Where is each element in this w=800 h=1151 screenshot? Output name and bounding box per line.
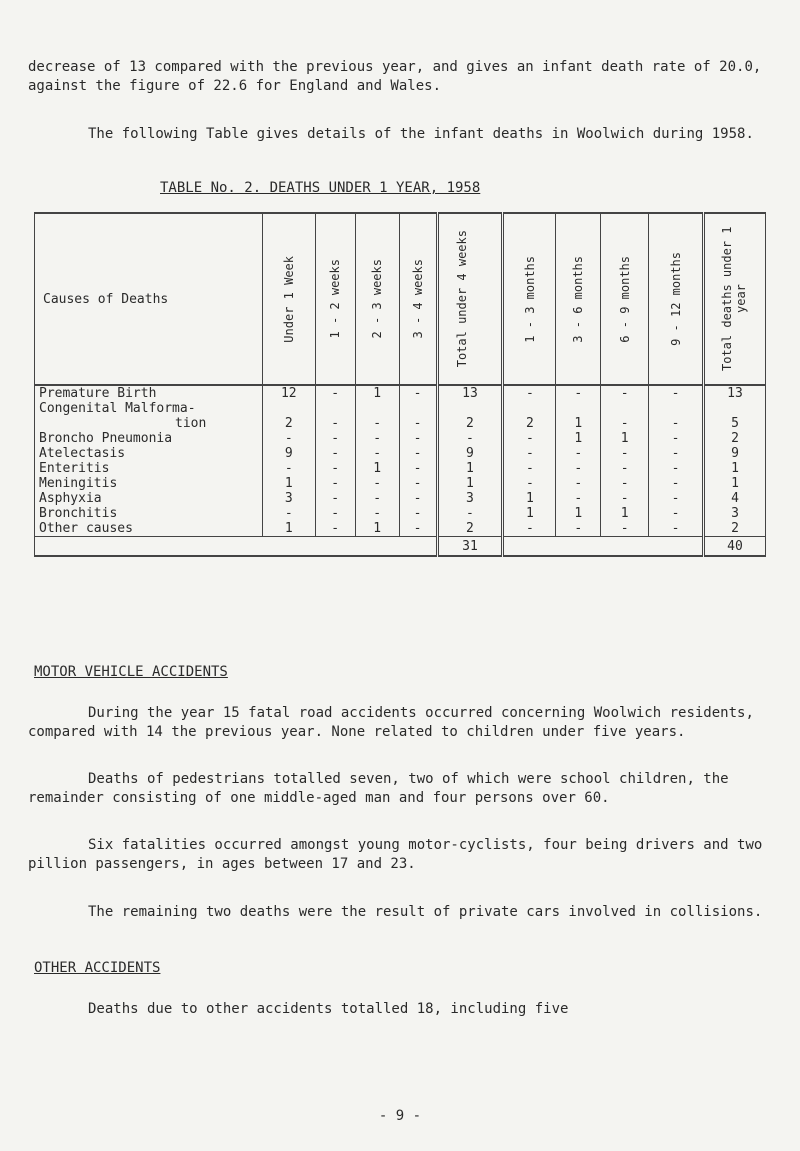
- value-cell: 3: [437, 491, 503, 506]
- value-cell: 5: [704, 416, 766, 431]
- value-cell: [649, 401, 704, 416]
- value-cell: -: [556, 385, 601, 401]
- other-heading: OTHER ACCIDENTS: [34, 960, 161, 976]
- value-cell: -: [437, 506, 503, 521]
- intro-paragraph-2: The following Table gives details of the infant deaths in Woolwich during 1958.: [88, 126, 754, 142]
- value-cell: 13: [437, 385, 503, 401]
- value-cell: -: [601, 521, 649, 537]
- value-cell: -: [601, 446, 649, 461]
- table-row: [35, 521, 766, 537]
- infant-deaths-table: [34, 212, 766, 557]
- header-2-3-weeks: 2 - 3 weeks: [370, 259, 385, 339]
- value-cell: 9: [262, 446, 315, 461]
- value-cell: [704, 401, 766, 416]
- value-cell: -: [556, 491, 601, 506]
- motor-paragraph-2: Deaths of pedestrians totalled seven, two of which were school children, the remainder consisting of one middle-aged man and four persons over 60.: [28, 771, 729, 806]
- intro-paragraph-1: decrease of 13 compared with the previous year, and gives an infant death rate of 20.0, against the figure of 22.6 for England and Wales.: [28, 59, 762, 94]
- value-cell: -: [649, 491, 704, 506]
- value-cell: 2: [437, 521, 503, 537]
- value-cell: 3: [704, 506, 766, 521]
- value-cell: 1: [503, 491, 556, 506]
- value-cell: -: [649, 476, 704, 491]
- value-cell: -: [649, 385, 704, 401]
- value-cell: -: [262, 506, 315, 521]
- value-cell: 1: [355, 385, 399, 401]
- value-cell: -: [503, 461, 556, 476]
- value-cell: -: [601, 476, 649, 491]
- table-row: [35, 416, 766, 431]
- value-cell: -: [315, 521, 355, 537]
- value-cell: -: [315, 491, 355, 506]
- motor-paragraph-1: During the year 15 fatal road accidents occurred concerning Woolwich residents, compared with 14 the previous year. None related to children under five years.: [28, 705, 754, 740]
- value-cell: -: [399, 461, 437, 476]
- value-cell: 1: [262, 476, 315, 491]
- value-cell: 1: [601, 431, 649, 446]
- value-cell: -: [399, 476, 437, 491]
- value-cell: [556, 401, 601, 416]
- value-cell: -: [649, 416, 704, 431]
- value-cell: -: [649, 521, 704, 537]
- value-cell: 3: [262, 491, 315, 506]
- value-cell: -: [315, 476, 355, 491]
- value-cell: -: [503, 385, 556, 401]
- header-causes: Causes of Deaths: [35, 213, 263, 385]
- header-1-3-months: 1 - 3 months: [522, 255, 537, 343]
- value-cell: -: [503, 431, 556, 446]
- value-cell: -: [649, 506, 704, 521]
- value-cell: 1: [704, 461, 766, 476]
- cause-cell: Asphyxia: [35, 491, 263, 506]
- value-cell: -: [503, 446, 556, 461]
- header-9-12-months: 9 - 12 months: [668, 252, 683, 346]
- value-cell: -: [399, 431, 437, 446]
- total-under-4-weeks: 31: [437, 537, 503, 557]
- value-cell: -: [355, 476, 399, 491]
- cause-cell: Enteritis: [35, 461, 263, 476]
- table-row: [35, 385, 766, 401]
- header-total-under-1-year: Total deaths under 1 year: [720, 226, 748, 372]
- value-cell: 1: [503, 506, 556, 521]
- value-cell: -: [399, 491, 437, 506]
- value-cell: -: [262, 461, 315, 476]
- value-cell: 1: [704, 476, 766, 491]
- value-cell: -: [315, 506, 355, 521]
- value-cell: -: [503, 476, 556, 491]
- value-cell: -: [556, 476, 601, 491]
- value-cell: [315, 401, 355, 416]
- value-cell: -: [556, 521, 601, 537]
- table-row: [35, 506, 766, 521]
- table-row: [35, 461, 766, 476]
- value-cell: -: [649, 461, 704, 476]
- value-cell: -: [649, 431, 704, 446]
- value-cell: [437, 401, 503, 416]
- value-cell: -: [503, 521, 556, 537]
- value-cell: 1: [556, 431, 601, 446]
- header-6-9-months: 6 - 9 months: [617, 255, 632, 343]
- value-cell: -: [601, 491, 649, 506]
- page-number: - 9 -: [378, 1108, 422, 1124]
- value-cell: -: [315, 431, 355, 446]
- value-cell: 2: [437, 416, 503, 431]
- value-cell: -: [355, 416, 399, 431]
- value-cell: [262, 401, 315, 416]
- value-cell: 1: [556, 506, 601, 521]
- header-3-4-weeks: 3 - 4 weeks: [410, 259, 425, 339]
- value-cell: -: [355, 431, 399, 446]
- table-row: [35, 401, 766, 416]
- motor-heading: MOTOR VEHICLE ACCIDENTS: [34, 664, 228, 680]
- value-cell: -: [315, 461, 355, 476]
- table-row: [35, 446, 766, 461]
- value-cell: -: [399, 506, 437, 521]
- header-3-6-months: 3 - 6 months: [571, 255, 586, 343]
- motor-paragraph-3: Six fatalities occurred amongst young motor-cyclists, four being drivers and two pillion passengers, in ages between 17 and 23.: [28, 837, 763, 872]
- value-cell: -: [399, 416, 437, 431]
- cause-cell: Meningitis: [35, 476, 263, 491]
- table-row: [35, 476, 766, 491]
- value-cell: -: [399, 521, 437, 537]
- value-cell: -: [399, 446, 437, 461]
- value-cell: -: [601, 416, 649, 431]
- table-title: TABLE No. 2. DEATHS UNDER 1 YEAR, 1958: [160, 180, 481, 196]
- totals-row: [35, 537, 766, 557]
- table-row: [35, 491, 766, 506]
- cause-cell: Bronchitis: [35, 506, 263, 521]
- cause-cell: Other causes: [35, 521, 263, 537]
- value-cell: -: [355, 446, 399, 461]
- motor-paragraph-4: The remaining two deaths were the result of private cars involved in collisions.: [88, 904, 763, 920]
- totals-spacer: [35, 537, 438, 557]
- value-cell: -: [399, 385, 437, 401]
- value-cell: [355, 401, 399, 416]
- value-cell: 1: [437, 476, 503, 491]
- value-cell: 9: [437, 446, 503, 461]
- value-cell: -: [262, 431, 315, 446]
- header-total-under-4-weeks: Total under 4 weeks: [454, 230, 469, 368]
- value-cell: 9: [704, 446, 766, 461]
- value-cell: -: [649, 446, 704, 461]
- header-1-2-weeks: 1 - 2 weeks: [328, 259, 343, 339]
- value-cell: -: [315, 446, 355, 461]
- value-cell: 4: [704, 491, 766, 506]
- cause-cell: Broncho Pneumonia: [35, 431, 263, 446]
- value-cell: 2: [704, 521, 766, 537]
- value-cell: [399, 401, 437, 416]
- value-cell: 1: [262, 521, 315, 537]
- value-cell: 1: [556, 416, 601, 431]
- value-cell: -: [556, 461, 601, 476]
- value-cell: -: [355, 506, 399, 521]
- cause-cell: Congenital Malforma-: [35, 401, 263, 416]
- cause-cell: tion: [35, 416, 263, 431]
- cause-cell: Atelectasis: [35, 446, 263, 461]
- value-cell: [503, 401, 556, 416]
- cause-cell: Premature Birth: [35, 385, 263, 401]
- totals-spacer: [503, 537, 704, 557]
- value-cell: 2: [262, 416, 315, 431]
- value-cell: -: [315, 416, 355, 431]
- value-cell: 1: [601, 506, 649, 521]
- value-cell: [601, 401, 649, 416]
- header-under-1-week: Under 1 Week: [281, 255, 296, 343]
- value-cell: 1: [355, 461, 399, 476]
- value-cell: 1: [437, 461, 503, 476]
- value-cell: -: [355, 491, 399, 506]
- other-paragraph-1: Deaths due to other accidents totalled 18, including five: [88, 1001, 569, 1017]
- value-cell: 13: [704, 385, 766, 401]
- total-under-1-year: 40: [704, 537, 766, 557]
- value-cell: -: [437, 431, 503, 446]
- value-cell: 12: [262, 385, 315, 401]
- table-row: [35, 431, 766, 446]
- value-cell: 2: [704, 431, 766, 446]
- value-cell: -: [556, 446, 601, 461]
- value-cell: 1: [355, 521, 399, 537]
- value-cell: 2: [503, 416, 556, 431]
- value-cell: -: [315, 385, 355, 401]
- value-cell: -: [601, 461, 649, 476]
- value-cell: -: [601, 385, 649, 401]
